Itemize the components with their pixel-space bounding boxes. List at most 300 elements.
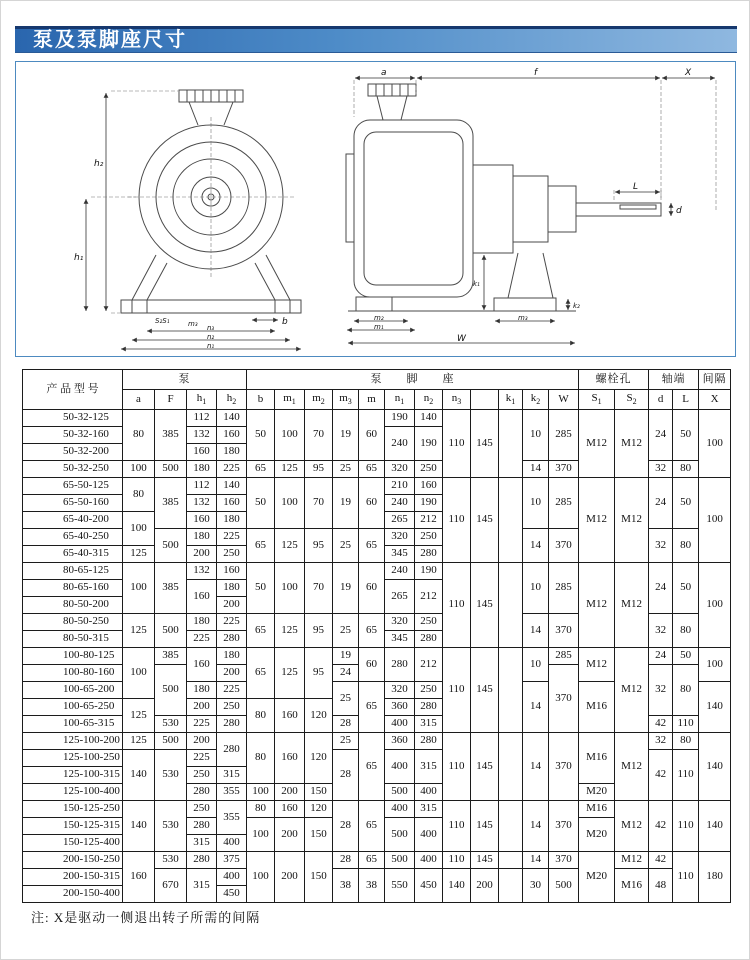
table-cell: 225 — [217, 682, 247, 699]
table-cell: 65 — [359, 801, 385, 852]
table-cell — [499, 852, 523, 869]
table-cell: 140 — [123, 750, 155, 801]
table-cell: 160 — [217, 563, 247, 580]
table-cell: 225 — [217, 529, 247, 546]
table-cell: 110 — [443, 801, 471, 852]
table-cell: 370 — [549, 529, 579, 563]
table-cell: 120 — [305, 733, 333, 784]
column-header: $n_1$ — [385, 390, 415, 410]
table-cell: 19 — [333, 648, 359, 665]
table-cell: M12 — [615, 801, 649, 852]
table-cell: 24 — [649, 410, 673, 461]
table-cell: M12 — [579, 648, 615, 682]
table-cell: 145 — [471, 801, 499, 852]
model-cell: 125-100-250 — [23, 750, 123, 767]
dimension-table-wrap — [22, 369, 731, 903]
table-cell: 132 — [187, 427, 217, 444]
table-cell: 120 — [305, 699, 333, 733]
dim-label-l: L — [633, 182, 639, 192]
table-cell: 100 — [247, 818, 275, 852]
table-cell: 80 — [123, 410, 155, 461]
table-cell: 200 — [217, 665, 247, 682]
table-cell: 65 — [359, 852, 385, 869]
column-header: F — [155, 390, 187, 410]
footnote: 注: X是驱动一侧退出转子所需的间隔 — [31, 910, 261, 925]
table-cell: 370 — [549, 665, 579, 733]
table-cell: 400 — [385, 716, 415, 733]
model-cell: 125-100-400 — [23, 784, 123, 801]
table-cell: 280 — [187, 818, 217, 835]
table-cell: 180 — [217, 648, 247, 665]
model-cell: 50-32-250 — [23, 461, 123, 478]
table-cell: 28 — [333, 750, 359, 801]
table-cell: 38 — [359, 869, 385, 903]
table-cell: M16 — [615, 869, 649, 903]
column-header: $m_2$ — [305, 390, 333, 410]
dim-label-k1: k₁ — [473, 280, 480, 288]
table-cell: 150 — [305, 784, 333, 801]
table-cell: 285 — [549, 410, 579, 461]
table-cell: M16 — [579, 801, 615, 818]
table-cell: 200 — [217, 597, 247, 614]
column-header: $n_2$ — [415, 390, 443, 410]
model-cell: 50-32-160 — [23, 427, 123, 444]
table-cell: 28 — [333, 716, 359, 733]
table-cell: 375 — [217, 852, 247, 869]
column-header: W — [549, 390, 579, 410]
table-cell: 200 — [187, 699, 217, 716]
table-cell: 355 — [217, 801, 247, 835]
model-cell: 65-40-200 — [23, 512, 123, 529]
column-header: X — [699, 390, 731, 410]
table-cell: 14 — [523, 801, 549, 852]
table-cell: 320 — [385, 461, 415, 478]
table-cell: 240 — [385, 427, 415, 461]
model-cell: 80-65-160 — [23, 580, 123, 597]
table-cell: 180 — [187, 614, 217, 631]
table-cell: 240 — [385, 563, 415, 580]
table-cell: 225 — [217, 614, 247, 631]
table-cell: 110 — [673, 852, 699, 903]
table-cell: 212 — [415, 580, 443, 614]
table-cell: 280 — [217, 733, 247, 767]
table-cell: 200 — [187, 546, 217, 563]
table-cell: 225 — [187, 631, 217, 648]
model-cell: 50-32-125 — [23, 410, 123, 427]
model-cell: 50-32-200 — [23, 444, 123, 461]
column-group-header: 泵 脚 座 — [247, 370, 579, 390]
table-cell: 500 — [385, 818, 415, 852]
table-cell — [499, 869, 523, 903]
model-cell: 200-150-250 — [23, 852, 123, 869]
table-cell: 670 — [155, 869, 187, 903]
model-cell: 80-50-315 — [23, 631, 123, 648]
table-cell: M20 — [579, 818, 615, 852]
table-cell: 500 — [155, 733, 187, 750]
table-cell: 19 — [333, 563, 359, 614]
table-cell: 250 — [415, 529, 443, 546]
table-cell: 70 — [305, 563, 333, 614]
dim-label-h2: h₂ — [94, 159, 104, 169]
table-cell: 32 — [649, 733, 673, 750]
table-cell: 95 — [305, 461, 333, 478]
table-cell: 14 — [523, 614, 549, 648]
table-cell: 285 — [549, 563, 579, 614]
table-cell: 100 — [275, 478, 305, 529]
dim-label-m3-left: m₃ — [188, 320, 198, 328]
table-cell: 19 — [333, 478, 359, 529]
table-cell: 125 — [123, 733, 155, 750]
table-cell: M16 — [579, 682, 615, 733]
table-cell: 370 — [549, 461, 579, 478]
table-cell: 212 — [415, 512, 443, 529]
table-cell: 180 — [187, 461, 217, 478]
table-cell: 70 — [305, 478, 333, 529]
table-cell: 125 — [123, 699, 155, 733]
model-cell: 200-150-400 — [23, 886, 123, 903]
table-cell: 125 — [275, 614, 305, 648]
model-cell: 100-65-250 — [23, 699, 123, 716]
table-cell: 50 — [673, 410, 699, 461]
table-cell: 250 — [187, 767, 217, 784]
model-cell: 125-100-200 — [23, 733, 123, 750]
column-header: $S_1$ — [579, 390, 615, 410]
table-cell: 190 — [415, 427, 443, 461]
table-cell: 280 — [217, 716, 247, 733]
table-cell — [499, 410, 523, 478]
column-header: $n_3$ — [443, 390, 471, 410]
table-cell: 190 — [385, 410, 415, 427]
table-cell: 315 — [187, 835, 217, 852]
column-header: d — [649, 390, 673, 410]
table-cell: 385 — [155, 410, 187, 461]
table-cell: 120 — [305, 801, 333, 818]
table-cell: 370 — [549, 801, 579, 852]
table-cell: 320 — [385, 614, 415, 631]
table-cell: 360 — [385, 699, 415, 716]
table-cell: 500 — [155, 529, 187, 563]
table-cell: 140 — [123, 801, 155, 852]
table-cell: 14 — [523, 529, 549, 563]
table-cell: 400 — [415, 784, 443, 801]
column-group-header: 泵 — [123, 370, 247, 390]
table-cell: 250 — [415, 682, 443, 699]
table-cell: 65 — [359, 682, 385, 733]
table-cell: 65 — [359, 529, 385, 563]
table-row — [23, 852, 731, 869]
table-cell: 160 — [275, 801, 305, 818]
table-cell: 60 — [359, 478, 385, 529]
table-cell: 240 — [385, 495, 415, 512]
table-cell: 160 — [275, 733, 305, 784]
table-cell: 80 — [247, 699, 275, 733]
dim-label-x: X — [685, 68, 692, 78]
table-cell: 500 — [155, 461, 187, 478]
column-group-header: 螺栓孔 — [579, 370, 649, 390]
table-cell: 100 — [123, 512, 155, 546]
table-cell: 80 — [673, 733, 699, 750]
column-header: $h_1$ — [187, 390, 217, 410]
table-row — [23, 410, 731, 427]
table-cell: M12 — [615, 852, 649, 869]
table-cell: 100 — [275, 563, 305, 614]
table-cell: M12 — [579, 478, 615, 563]
model-cell: 100-65-200 — [23, 682, 123, 699]
table-cell: 400 — [415, 852, 443, 869]
table-cell: 100 — [247, 784, 275, 801]
table-cell: M20 — [579, 784, 615, 801]
table-cell: 42 — [649, 750, 673, 801]
table-cell: M16 — [579, 733, 615, 784]
table-cell: 125 — [275, 529, 305, 563]
table-cell: 140 — [699, 682, 731, 733]
table-cell: M12 — [579, 410, 615, 478]
table-cell: 160 — [217, 495, 247, 512]
table-cell: 125 — [123, 546, 155, 563]
dim-label-m1: m₁ — [374, 323, 384, 331]
table-cell: 200 — [275, 784, 305, 801]
model-cell: 100-80-125 — [23, 648, 123, 665]
table-cell: 225 — [217, 461, 247, 478]
table-cell: 160 — [187, 444, 217, 461]
table-cell: 110 — [443, 563, 471, 648]
dim-label-d: d — [676, 206, 682, 216]
table-cell: 65 — [359, 461, 385, 478]
table-cell: 60 — [359, 410, 385, 461]
table-cell: 145 — [471, 410, 499, 478]
table-cell: 370 — [549, 733, 579, 801]
table-cell: 250 — [217, 699, 247, 716]
table-cell: 180 — [187, 529, 217, 546]
table-cell: 530 — [155, 801, 187, 852]
column-group-header: 间隔 — [699, 370, 731, 390]
table-cell: 65 — [247, 461, 275, 478]
table-cell: 14 — [523, 733, 549, 801]
table-cell: 110 — [443, 852, 471, 869]
table-cell: 50 — [673, 563, 699, 614]
table-cell: 145 — [471, 648, 499, 733]
table-cell: 80 — [247, 733, 275, 784]
table-cell: 132 — [187, 495, 217, 512]
table-cell: 65 — [359, 733, 385, 801]
table-row — [23, 733, 731, 750]
model-cell: 150-125-315 — [23, 818, 123, 835]
column-header: L — [673, 390, 699, 410]
table-cell: 100 — [247, 852, 275, 903]
model-cell: 100-65-315 — [23, 716, 123, 733]
table-cell: 10 — [523, 410, 549, 461]
table-cell: M12 — [615, 410, 649, 478]
table-cell: 65 — [247, 648, 275, 699]
table-cell: 180 — [699, 852, 731, 903]
table-cell: 25 — [333, 461, 359, 478]
table-cell: 65 — [359, 614, 385, 648]
title-bar — [15, 26, 737, 53]
table-cell: 180 — [217, 580, 247, 597]
table-cell: 160 — [123, 852, 155, 903]
table-cell: 25 — [333, 529, 359, 563]
dim-label-n2: n₂ — [207, 333, 215, 341]
table-cell: M12 — [615, 478, 649, 563]
diagram-panel — [15, 61, 736, 357]
table-cell: 530 — [155, 852, 187, 869]
table-cell: 450 — [217, 886, 247, 903]
table-cell: 14 — [523, 682, 549, 733]
table-cell: M12 — [615, 563, 649, 648]
table-cell: 530 — [155, 716, 187, 733]
dim-label-w: W — [457, 334, 466, 344]
table-cell: 145 — [471, 478, 499, 563]
model-cell: 200-150-315 — [23, 869, 123, 886]
table-cell: 28 — [333, 852, 359, 869]
table-cell — [499, 733, 523, 801]
table-cell: 10 — [523, 478, 549, 529]
table-cell: 110 — [673, 750, 699, 801]
table-cell: 160 — [275, 699, 305, 733]
table-cell: 80 — [673, 529, 699, 563]
table-cell: 125 — [123, 614, 155, 648]
table-cell: 32 — [649, 614, 673, 648]
table-cell: 70 — [305, 410, 333, 461]
table-cell: M20 — [579, 852, 615, 903]
table-cell: 50 — [673, 478, 699, 529]
table-cell: 250 — [187, 801, 217, 818]
table-cell: 100 — [123, 563, 155, 614]
table-cell: 112 — [187, 410, 217, 427]
table-cell: 100 — [699, 648, 731, 682]
table-cell: 150 — [305, 852, 333, 903]
table-cell: 110 — [443, 733, 471, 801]
table-cell: 10 — [523, 648, 549, 682]
table-cell: 14 — [523, 852, 549, 869]
table-cell: 110 — [443, 478, 471, 563]
table-cell — [499, 801, 523, 852]
dim-label-s1s2: S₂S₁ — [155, 317, 170, 325]
table-cell: 210 — [385, 478, 415, 495]
table-cell: 190 — [415, 563, 443, 580]
model-cell: 80-50-200 — [23, 597, 123, 614]
table-row — [23, 478, 731, 495]
table-cell: 345 — [385, 631, 415, 648]
table-cell: 285 — [549, 478, 579, 529]
table-cell: 80 — [673, 461, 699, 478]
column-header: b — [247, 390, 275, 410]
table-cell: 315 — [187, 869, 217, 903]
dim-label-n1: n₁ — [207, 342, 215, 350]
table-cell: 125 — [275, 648, 305, 699]
table-cell: 140 — [217, 410, 247, 427]
table-cell: 280 — [385, 648, 415, 682]
table-cell: 180 — [187, 682, 217, 699]
table-cell: 500 — [385, 784, 415, 801]
table-cell: M12 — [579, 563, 615, 648]
table-cell: 450 — [415, 869, 443, 903]
pump-front-view — [74, 90, 301, 350]
table-cell: 500 — [155, 665, 187, 716]
table-row — [23, 801, 731, 818]
model-cell: 100-80-160 — [23, 665, 123, 682]
model-cell: 125-100-315 — [23, 767, 123, 784]
table-cell: 250 — [415, 461, 443, 478]
table-cell: 95 — [305, 648, 333, 699]
table-cell: 265 — [385, 512, 415, 529]
table-cell: 38 — [333, 869, 359, 903]
table-cell: 225 — [187, 716, 217, 733]
table-cell: 180 — [217, 512, 247, 529]
model-cell: 80-65-125 — [23, 563, 123, 580]
dim-label-h1: h₁ — [74, 253, 84, 263]
table-cell: 225 — [187, 750, 217, 767]
dim-label-k2: k₂ — [573, 302, 580, 310]
table-cell: 42 — [649, 852, 673, 869]
table-cell: 140 — [699, 801, 731, 852]
table-cell: 180 — [217, 444, 247, 461]
table-cell: 200 — [187, 733, 217, 750]
pump-side-view — [346, 68, 716, 344]
table-cell: 200 — [275, 818, 305, 852]
table-cell: 80 — [673, 614, 699, 648]
model-cell: 65-50-160 — [23, 495, 123, 512]
table-cell: 100 — [123, 461, 155, 478]
table-cell: 14 — [523, 461, 549, 478]
table-cell: 150 — [305, 818, 333, 852]
table-cell — [499, 478, 523, 563]
table-cell: 24 — [649, 648, 673, 665]
table-cell: 500 — [155, 614, 187, 648]
table-cell: 80 — [673, 665, 699, 716]
table-cell: 280 — [217, 631, 247, 648]
table-cell: 65 — [247, 614, 275, 648]
table-cell: 100 — [275, 410, 305, 461]
table-cell: 110 — [673, 801, 699, 852]
table-cell: 80 — [123, 478, 155, 512]
table-cell: 370 — [549, 614, 579, 648]
table-cell: 370 — [549, 852, 579, 869]
table-cell: 190 — [415, 495, 443, 512]
model-cell: 65-40-250 — [23, 529, 123, 546]
table-cell: 125 — [275, 461, 305, 478]
dim-label-a: a — [381, 68, 387, 78]
table-cell: M12 — [615, 648, 649, 733]
table-cell: 355 — [217, 784, 247, 801]
model-cell: 150-125-400 — [23, 835, 123, 852]
table-cell: 145 — [471, 852, 499, 869]
table-cell: 385 — [155, 478, 187, 529]
table-cell: 95 — [305, 614, 333, 648]
table-cell: 60 — [359, 563, 385, 614]
table-cell: 280 — [415, 733, 443, 750]
table-cell: 132 — [187, 563, 217, 580]
table-cell: 550 — [385, 869, 415, 903]
table-cell: 24 — [333, 665, 359, 682]
pump-dimensions-table — [22, 369, 731, 903]
table-cell: 48 — [649, 869, 673, 903]
table-cell: 65 — [247, 529, 275, 563]
table-cell: 400 — [415, 818, 443, 852]
table-cell: 280 — [187, 852, 217, 869]
table-cell: 10 — [523, 563, 549, 614]
table-cell: 100 — [699, 478, 731, 563]
table-cell: 160 — [187, 580, 217, 614]
table-cell: 320 — [385, 682, 415, 699]
table-cell: 500 — [385, 852, 415, 869]
table-cell: 32 — [649, 529, 673, 563]
table-cell: 530 — [155, 750, 187, 801]
table-cell — [499, 563, 523, 648]
table-cell: 110 — [673, 716, 699, 733]
table-cell: 110 — [443, 648, 471, 733]
table-cell: 280 — [187, 784, 217, 801]
